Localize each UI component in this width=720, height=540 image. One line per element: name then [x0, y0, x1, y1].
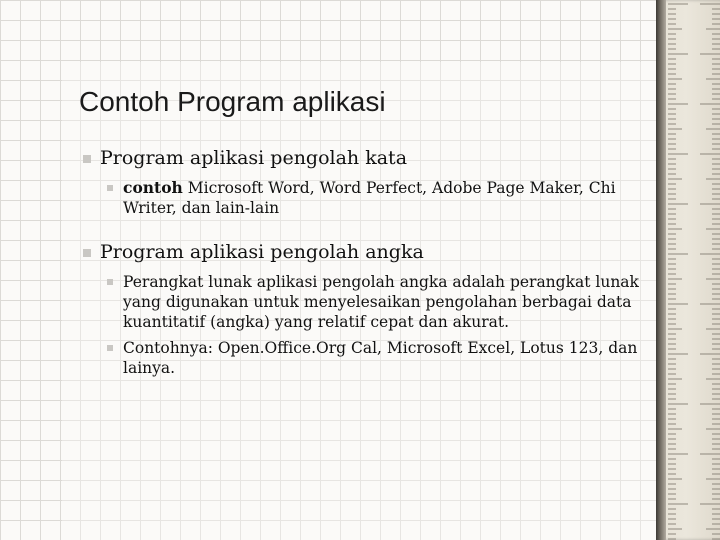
- square-bullet-icon: [83, 249, 91, 257]
- bullet-word-processing: [82, 146, 642, 170]
- square-bullet-icon: [107, 279, 113, 285]
- sub-bullet-text: Perangkat lunak aplikasi pengolah angka adalah perangkat lunak yang digunakan untuk menyelesaikan pengolahan berbagai data kuantitatif (angka) yang relatif cepat dan akurat.: [123, 273, 639, 331]
- bullet-text: Program aplikasi pengolah angka: [100, 241, 424, 263]
- sub-bullet-list: [104, 272, 642, 378]
- ruler-decoration: [656, 0, 720, 540]
- sub-bullet-lead: contoh: [123, 178, 183, 197]
- slide-title: Contoh Program aplikasi: [79, 86, 386, 117]
- square-bullet-icon: [107, 345, 113, 351]
- bullet-group-number-processing: [82, 240, 642, 378]
- bullet-text: Program aplikasi pengolah kata: [100, 147, 408, 169]
- bullet-list: [82, 146, 642, 384]
- bullet-number-processing: [82, 240, 642, 264]
- sub-bullet-text: Contohnya: Open.Office.Org Cal, Microsoft Excel, Lotus 123, dan lainya.: [123, 339, 638, 377]
- sub-bullet-text: Microsoft Word, Word Perfect, Adobe Page Maker, Chi Writer, dan lain-lain: [123, 179, 616, 217]
- sub-bullet-spreadsheet-examples: [104, 338, 642, 378]
- sub-bullet-spreadsheet-definition: [104, 272, 642, 332]
- ruler-ticks-icon: [656, 0, 720, 540]
- square-bullet-icon: [107, 185, 113, 191]
- bullet-group-word-processing: [82, 146, 642, 218]
- sub-bullet-word-examples: [104, 178, 642, 218]
- sub-bullet-list: [104, 178, 642, 218]
- square-bullet-icon: [83, 155, 91, 163]
